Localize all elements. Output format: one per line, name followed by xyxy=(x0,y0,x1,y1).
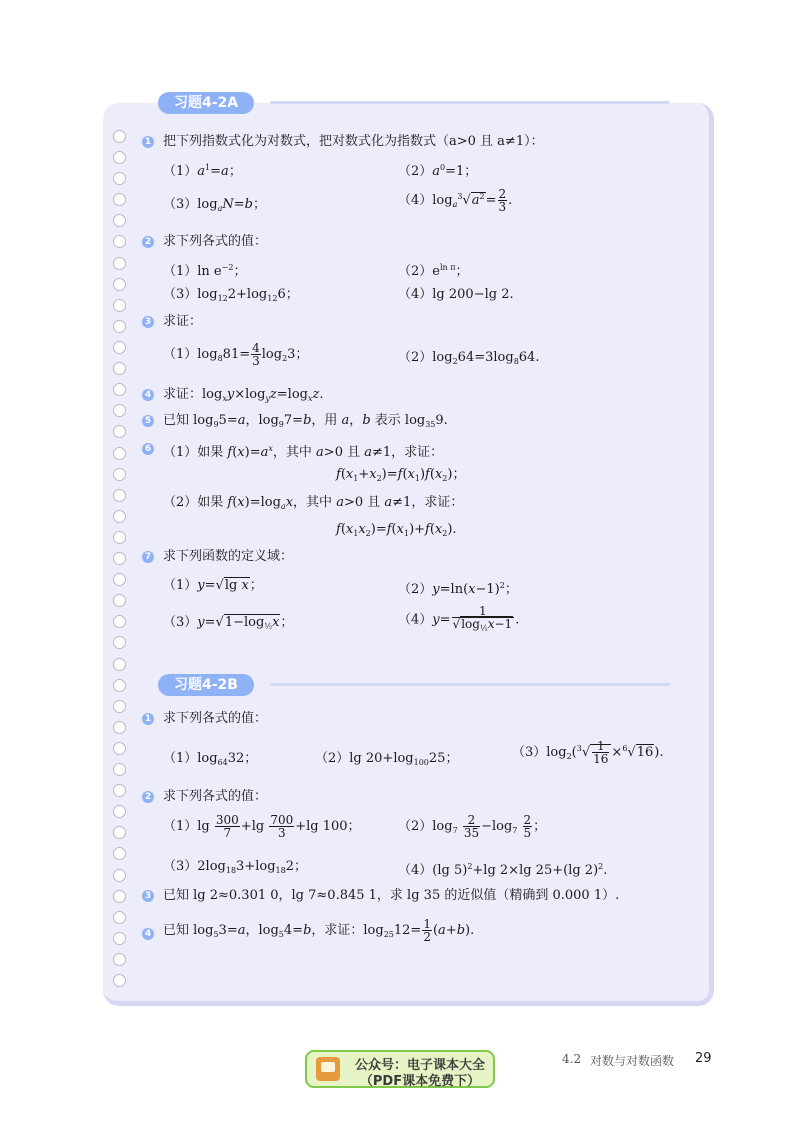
watermark-stamp xyxy=(305,1050,495,1088)
binding-ring xyxy=(113,552,126,565)
a3-item-1: $(1)\log_881=$ $\frac{4}{3}$ $\log_23$； xyxy=(163,341,309,368)
b2-item-3: $(3)2\log_{18}3+\log_{18}2$； xyxy=(163,859,307,875)
binding-ring xyxy=(113,953,126,966)
binding-ring xyxy=(113,573,126,586)
section-a-tag: 习题4-2A xyxy=(158,92,254,114)
a1-item-4: $(4)\log_a^3√a^2=$ $\frac{2}{3}$ . xyxy=(398,187,513,214)
notebook-binding-rings xyxy=(113,0,129,1123)
binding-ring xyxy=(113,510,126,523)
question-number-badge: 4 xyxy=(142,928,154,940)
question-number-badge: 6 xyxy=(142,443,154,455)
binding-ring xyxy=(113,172,126,185)
a6-formula-1: $f(x_1+x_2)=f(x_1)f(x_2)$； xyxy=(336,467,466,483)
a7-item-1: （1）y=√lg x； xyxy=(163,578,263,593)
question-number-badge: 1 xyxy=(142,136,154,148)
a2-item-3: $(3)\log_{12}2+\log_{12}6$； xyxy=(163,287,299,303)
a2-item-4: （4）lg 200−lg 2. xyxy=(398,287,514,302)
a7-item-3: $(3)y=√1-\log_{\frac{1}{2}}x$； xyxy=(163,615,294,631)
question-b1-text: 求下列各式的值： xyxy=(163,711,268,726)
binding-ring xyxy=(113,383,126,396)
binding-ring xyxy=(113,425,126,438)
binding-ring xyxy=(113,404,126,417)
binding-ring xyxy=(113,636,126,649)
question-number-badge: 3 xyxy=(142,316,154,328)
a2-item-2: $(2)e^{ln \pi}$； xyxy=(398,263,469,279)
question-number-badge: 2 xyxy=(142,791,154,803)
a1-item-1: $(1)a^1=a$； xyxy=(163,163,242,179)
question-a7-text: 求下列函数的定义域： xyxy=(163,549,294,564)
binding-ring xyxy=(113,447,126,460)
binding-ring xyxy=(113,193,126,206)
binding-ring xyxy=(113,341,126,354)
binding-ring xyxy=(113,700,126,713)
a7-item-2: $(2)y=\ln(x-1)^2$； xyxy=(398,581,518,597)
binding-ring xyxy=(113,974,126,987)
question-a4-text: 求证：$\log_xy\times\log_yz=\log_xz$. xyxy=(163,387,324,403)
binding-ring xyxy=(113,847,126,860)
binding-ring xyxy=(113,489,126,502)
binding-ring xyxy=(113,130,126,143)
binding-ring xyxy=(113,615,126,628)
a1-item-2: $(2)a^0=1$； xyxy=(398,163,478,179)
question-b3-text: 已知 lg 2≈0.301 0，lg 7≈0.845 1，求 lg 35 的近似值（精确到 0.000 1）. xyxy=(163,888,620,903)
watermark-line-2: （PDF课本免费下） xyxy=(359,1074,481,1089)
binding-ring xyxy=(113,278,126,291)
question-a1-text: 把下列指数式化为对数式，把对数式化为指数式（a>0 且 a≠1）： xyxy=(163,134,544,149)
question-number-badge: 3 xyxy=(142,890,154,902)
question-b2-text: 求下列各式的值： xyxy=(163,789,268,804)
binding-ring xyxy=(113,320,126,333)
question-number-badge: 7 xyxy=(142,551,154,563)
book-icon xyxy=(316,1057,340,1081)
question-a5-text: 已知 $\log_95=a$，$\log_97=b$，用 a，b 表示 $\log_{35}9$. xyxy=(163,413,448,429)
binding-ring xyxy=(113,742,126,755)
binding-ring xyxy=(113,763,126,776)
section-a-rule xyxy=(270,101,670,104)
binding-ring xyxy=(113,826,126,839)
binding-ring xyxy=(113,890,126,903)
a3-item-2: $(2)\log_264=3\log_864$. xyxy=(398,350,540,366)
b2-item-1: （1）lg $\frac{300}{7}$ +lg $\frac{700}{3}$ +lg 100； xyxy=(163,813,361,840)
binding-ring xyxy=(113,594,126,607)
footer-section-title: 对数与对数函数 xyxy=(590,1054,675,1068)
footer-section-number: 4.2 xyxy=(562,1052,582,1066)
page-number: 29 xyxy=(695,1051,712,1066)
b1-item-3: $(3)\log_2(^3√$ $\frac{1}{16}$ ×$^6$√16). xyxy=(512,739,664,766)
question-number-badge: 5 xyxy=(142,415,154,427)
binding-ring xyxy=(113,932,126,945)
a2-item-1: （1）ln $e^{-2}$； xyxy=(163,263,247,279)
a7-item-4: （4）y= $\frac{1}{√\log_{\frac{1}{2}}x-1}$ . xyxy=(398,604,520,633)
binding-ring xyxy=(113,531,126,544)
binding-ring xyxy=(113,468,126,481)
a6-formula-2: $f(x_1x_2)=f(x_1)+f(x_2)$. xyxy=(336,522,457,538)
b1-item-2: （2）lg $20+\log_{100}25$； xyxy=(315,751,459,767)
question-number-badge: 4 xyxy=(142,389,154,401)
binding-ring xyxy=(113,235,126,248)
binding-ring xyxy=(113,658,126,671)
binding-ring xyxy=(113,869,126,882)
section-b-tag: 习题4-2B xyxy=(158,674,254,696)
watermark-line-1: 公众号：电子课本大全 xyxy=(354,1058,485,1073)
question-number-badge: 1 xyxy=(142,713,154,725)
binding-ring xyxy=(113,299,126,312)
question-b4-text: 已知 $\log_53=a$，$\log_54=b$，求证：$\log_{25}12=$ $\frac{1}{2}$ (a+b). xyxy=(163,917,475,944)
binding-ring xyxy=(113,151,126,164)
a6-item-1: （1）如果 $f(x)=a^x$，其中 a>0 且 a≠1，求证： xyxy=(163,444,444,460)
a1-item-3: $(3)\log_aN=b$； xyxy=(163,197,266,213)
section-b-rule xyxy=(270,683,670,686)
binding-ring xyxy=(113,214,126,227)
b1-item-1: $(1)\log_{64}32$； xyxy=(163,751,258,767)
binding-ring xyxy=(113,911,126,924)
binding-ring xyxy=(113,784,126,797)
b2-item-2: $(2)\log_7$ $\frac{2}{35}$ $-\log_7$ $\frac{2}{5}$ ； xyxy=(398,813,547,840)
question-a2-text: 求下列各式的值： xyxy=(163,234,268,249)
binding-ring xyxy=(113,805,126,818)
a6-item-2: （2）如果 $f(x)=\log_ax$，其中 a>0 且 a≠1，求证： xyxy=(163,495,464,511)
binding-ring xyxy=(113,679,126,692)
question-number-badge: 2 xyxy=(142,236,154,248)
binding-ring xyxy=(113,721,126,734)
question-a3-text: 求证： xyxy=(163,314,203,329)
binding-ring xyxy=(113,362,126,375)
binding-ring xyxy=(113,257,126,270)
b2-item-4: （4）(lg 5)$^2$+lg 2×lg 25+(lg 2)$^2$. xyxy=(398,862,608,878)
